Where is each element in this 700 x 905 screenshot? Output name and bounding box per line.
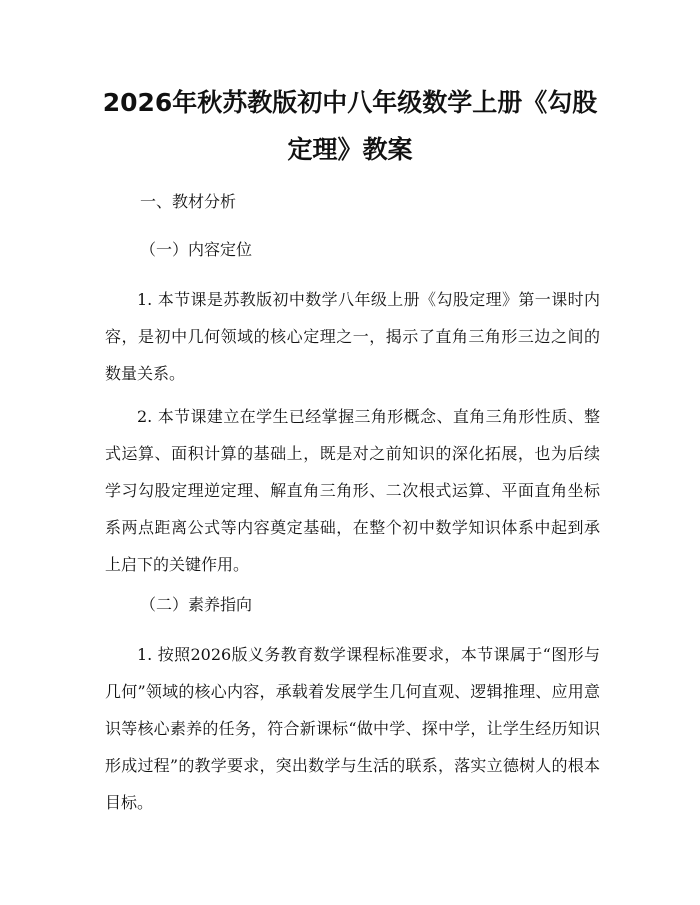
document-title-line-1: 2026年秋苏教版初中八年级数学上册《勾股 — [102, 88, 598, 117]
paragraph-3: 1. 按照2026版义务教育数学课程标准要求，本节课属于“图形与几何”领域的核心内容，承载着发展学生几何直观、逻辑推理、应用意识等核心素养的任务，符合新课标“做中学、探中学，让学生经历知识形成过程”的教学要求，突出数学与生活的联系，落实立德树人的根本目标。 — [105, 645, 600, 812]
paragraph-1: 1. 本节课是苏教版初中数学八年级上册《勾股定理》第一课时内容，是初中几何领域的核心定理之一，揭示了直角三角形三边之间的数量关系。 — [105, 290, 600, 383]
document-title-line-2: 定理》教案 — [287, 135, 413, 164]
subheading-content-positioning: （一）内容定位 — [140, 240, 253, 259]
subheading-competency-orientation: （二）素养指向 — [140, 595, 253, 614]
section-heading-teaching-material-analysis: 一、教材分析 — [140, 192, 237, 211]
paragraph-2: 2. 本节课建立在学生已经掌握三角形概念、直角三角形性质、整式运算、面积计算的基础上，既是对之前知识的深化拓展，也为后续学习勾股定理逆定理、解直角三角形、二次根式运算、平面直角坐标系两点距离公式等内容奠定基础，在整个初中数学知识体系中起到承上启下的关键作用。 — [105, 407, 600, 574]
